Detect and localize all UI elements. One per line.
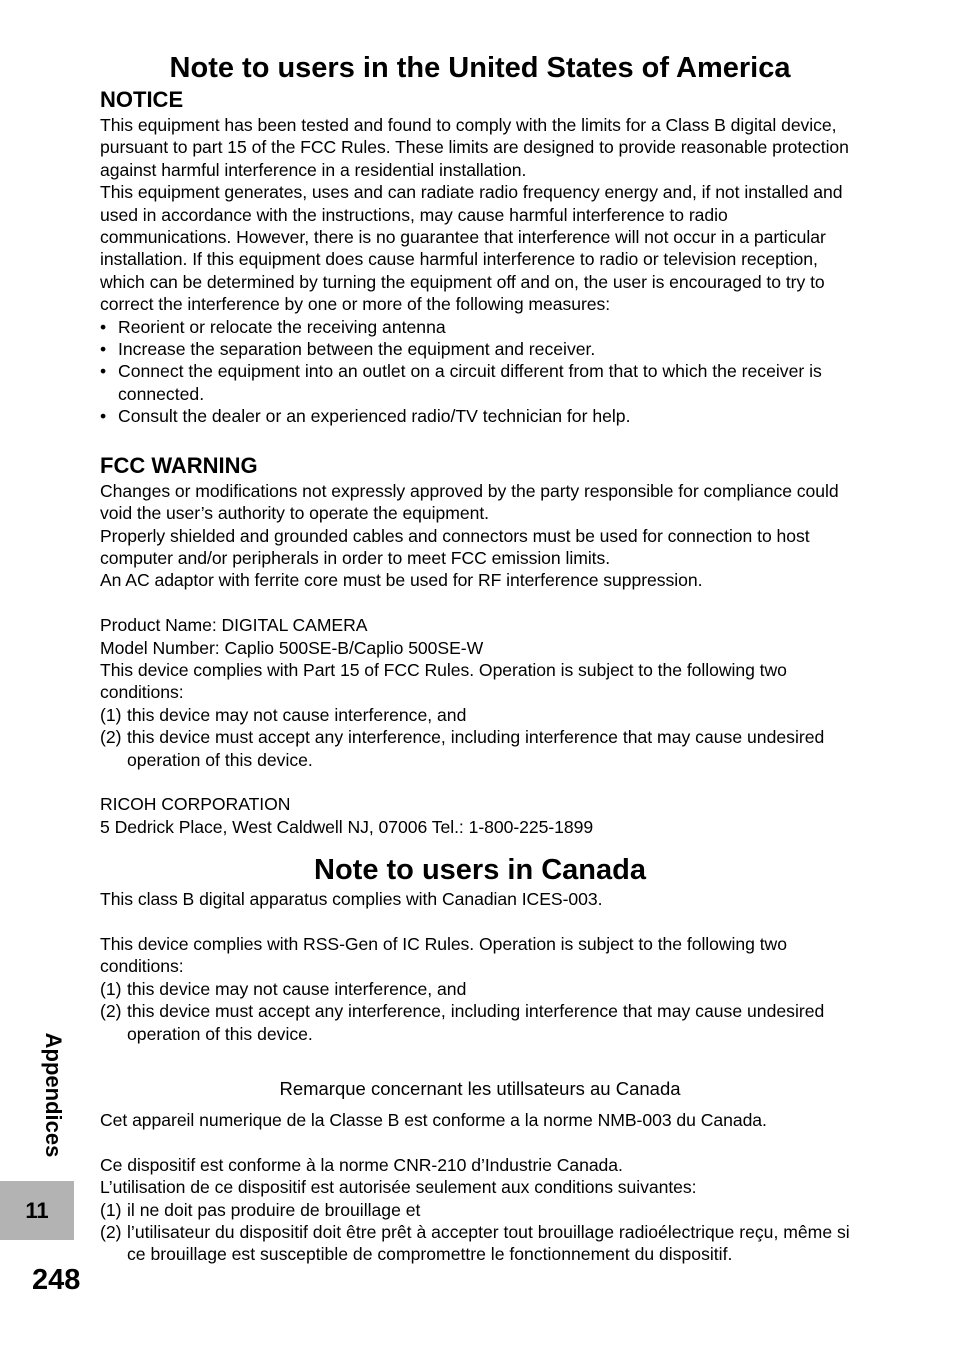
list-item-text: Consult the dealer or an experienced radio/TV technician for help. (118, 406, 631, 427)
list-item-text: Increase the separation between the equipment and receiver. (118, 339, 596, 360)
fcc-paragraph-1: Changes or modifications not expressly approved by the party responsible for compliance could void the user’s authority to operate the equipment. (100, 480, 839, 524)
list-item: (1) il ne doit pas produire de brouillage et (100, 1199, 421, 1220)
company-name: RICOH CORPORATION (100, 794, 291, 815)
list-item: (2) this device must accept any interference, including interference that may cause undesired operation of this device. (100, 1001, 825, 1044)
product-name: Product Name: DIGITAL CAMERA (100, 615, 368, 636)
us-title: Note to users in the United States of America (169, 52, 791, 84)
model-number: Model Number: Caplio 500SE-B/Caplio 500SE-W (100, 637, 484, 658)
fcc-paragraph-2: Properly shielded and grounded cables and connectors must be used for connection to host computer and/or peripherals in order to meet FCC emission limits. (100, 525, 810, 568)
section-tab-label (34, 1020, 72, 1170)
list-item: • Consult the dealer or an experienced radio/TV technician for help. (100, 406, 631, 427)
list-item: • Reorient or relocate the receiving antenna (100, 316, 446, 337)
french-conditions-list (100, 1199, 860, 1266)
list-item: (2) l’utilisateur du dispositif doit être prêt à accepter tout brouillage radioélectrique reçu, même si ce brouillage est susceptible de compromettre le fonctionnement du dispositif. (100, 1222, 850, 1265)
french-paragraph-3: L’utilisation de ce dispositif est autorisée seulement aux conditions suivantes: (100, 1177, 697, 1198)
french-paragraph-2: Ce dispositif est conforme à la norme CNR-210 d’Industrie Canada. (100, 1154, 623, 1175)
list-item: (2) this device must accept any interference, including interference that may cause undesired operation of this device. (100, 727, 825, 770)
list-item: • Increase the separation between the equipment and receiver. (100, 339, 596, 360)
rss-text: This device complies with RSS-Gen of IC Rules. Operation is subject to the following two conditions: (100, 933, 787, 977)
notice-heading: NOTICE (100, 87, 184, 112)
list-item: • Connect the equipment into an outlet on a circuit different from that to which the receiver is connected. (100, 360, 860, 405)
canada-conditions-list (100, 978, 860, 1045)
ices-text: This class B digital apparatus complies with Canadian ICES-003. (100, 889, 603, 910)
fcc-warning-heading: FCC WARNING (100, 452, 258, 478)
us-conditions-list (100, 704, 860, 771)
chapter-number: 11 (25, 1197, 49, 1223)
notice-paragraph-2: This equipment generates, uses and can radiate radio frequency energy and, if not installed and used in accordance with the instructions, may cause harmful interference to radio communications. However, there is no guarantee that interference will not occur in a particular installation. If this equipment does cause harmful interference to radio or television reception, which can be determined by turning the equipment off and on, the user is encouraged to try to correct the interference by one or more of the following measures: (100, 182, 843, 315)
french-heading: Remarque concernant les utillsateurs au Canada (279, 1077, 681, 1099)
list-item-text: Reorient or relocate the receiving antenna (118, 316, 446, 337)
french-paragraph-1: Cet appareil numerique de la Classe B est conforme a la norme NMB-003 du Canada. (100, 1109, 767, 1130)
list-item-text: Connect the equipment into an outlet on a circuit different from that to which the receiver is connected. (118, 361, 822, 404)
fcc-complies-text: This device complies with Part 15 of FCC Rules. Operation is subject to the following two conditions: (100, 659, 787, 703)
list-item: (1) this device may not cause interference, and (100, 704, 467, 725)
page-content (100, 50, 860, 1266)
measures-list (100, 316, 860, 428)
notice-paragraph-1: This equipment has been tested and found to comply with the limits for a Class B digital device, pursuant to part 15 of the FCC Rules. These limits are designed to provide reasonable protection against harmful interference in a residential installation. (100, 115, 849, 180)
company-address: 5 Dedrick Place, West Caldwell NJ, 07006 Tel.: 1-800-225-1899 (100, 816, 594, 837)
chapter-number-box (0, 1181, 74, 1240)
list-item: (1) this device may not cause interference, and (100, 978, 467, 999)
section-label-text: Appendices (41, 1032, 66, 1158)
fcc-paragraph-3: An AC adaptor with ferrite core must be used for RF interference suppression. (100, 570, 703, 591)
canada-title: Note to users in Canada (314, 854, 646, 887)
page-number: 248 (32, 1264, 81, 1296)
